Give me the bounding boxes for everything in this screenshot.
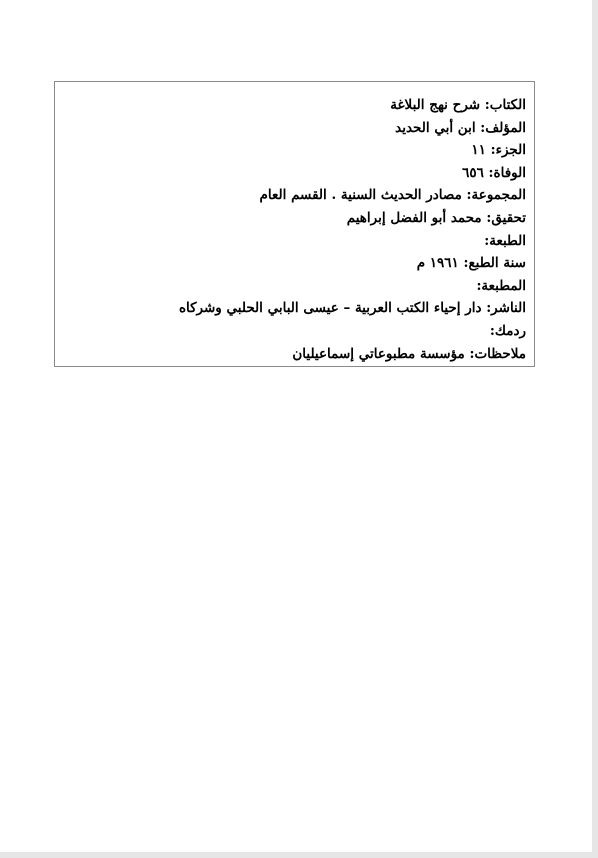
field-value: ١٩٦١ م	[416, 255, 459, 272]
field-editor	[63, 207, 526, 230]
field-value: ٦٥٦	[462, 164, 484, 181]
field-label: الطبعة:	[484, 232, 526, 249]
field-label: المؤلف:	[480, 119, 526, 136]
field-value: شرح نهج البلاغة	[390, 97, 481, 113]
field-printer	[63, 275, 526, 298]
field-value: مصادر الحديث السنية . القسم العام	[259, 187, 462, 204]
field-label: ملاحظات:	[469, 345, 526, 362]
field-edition	[63, 230, 526, 253]
field-label: تحقيق:	[486, 209, 526, 226]
field-label: المطبعة:	[476, 277, 526, 294]
field-value: ١١	[471, 142, 486, 159]
field-label: ردمك:	[489, 322, 526, 339]
field-publisher	[63, 297, 526, 320]
field-print-year	[63, 252, 526, 275]
field-author	[63, 117, 526, 140]
field-death	[63, 162, 526, 185]
field-label: الكتاب:	[484, 97, 526, 113]
field-collection	[63, 184, 526, 207]
field-label: المجموعة:	[466, 187, 526, 204]
field-isbn	[63, 320, 526, 343]
field-volume	[63, 139, 526, 162]
field-value: محمد أبو الفضل إبراهيم	[346, 209, 482, 226]
field-value: مؤسسة مطبوعاتي إسماعيليان	[292, 345, 465, 362]
field-label: الوفاة:	[488, 164, 526, 181]
field-label: سنة الطبع:	[463, 255, 526, 272]
field-value: ابن أبي الحديد	[395, 119, 476, 136]
field-label: الجزء:	[490, 142, 526, 159]
field-notes	[63, 343, 526, 366]
book-info-box	[54, 81, 535, 367]
field-book	[63, 94, 526, 117]
field-label: الناشر:	[486, 300, 526, 317]
field-value: دار إحياء الكتب العربية – عيسى البابي الحلبي وشركاه	[178, 300, 482, 317]
